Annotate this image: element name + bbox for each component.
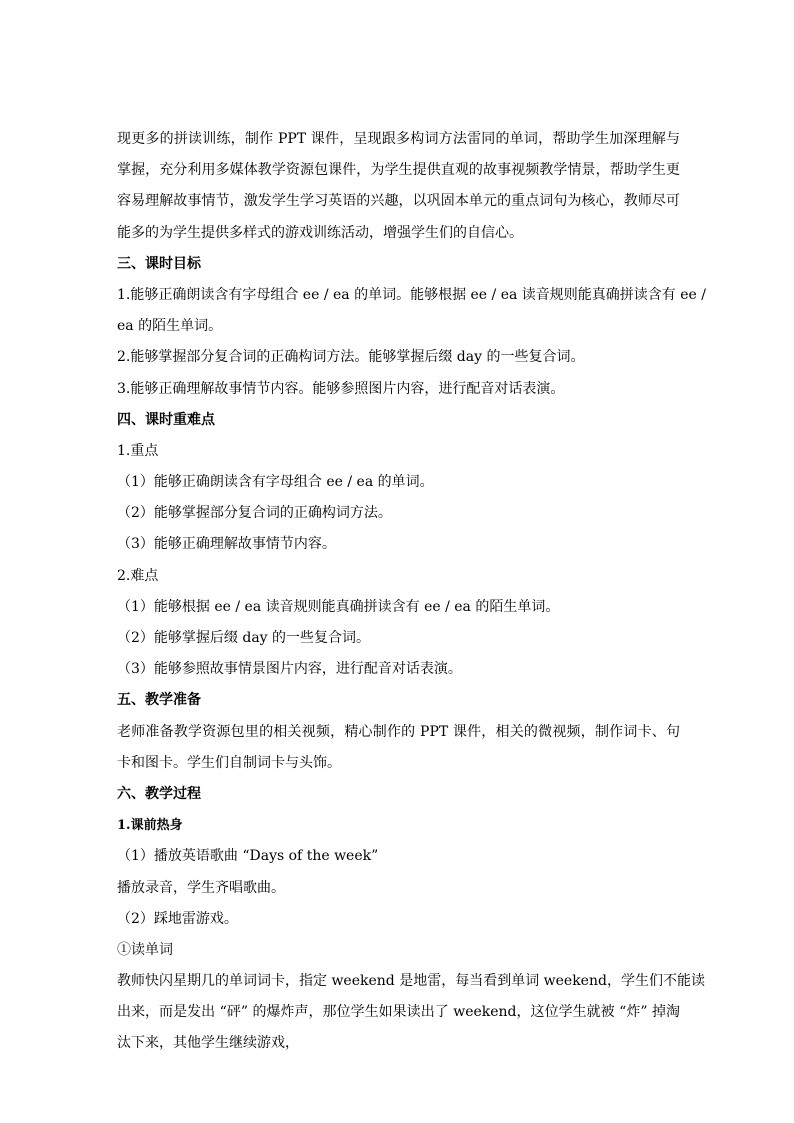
paragraph-line: ea 的陌生单词。 xyxy=(117,318,223,335)
paragraph-line: 老师准备教学资源包里的相关视频，精心制作的 PPT 课件，相关的微视频，制作词卡、句 xyxy=(117,723,680,740)
paragraph-line: 能多的为学生提供多样式的游戏训练活动，增强学生们的自信心。 xyxy=(117,224,523,241)
paragraph-line: 卡和图卡。学生们自制词卡与头饰。 xyxy=(117,754,341,771)
paragraph-line: 出来，而是发出 “砰” 的爆炸声，那位学生如果读出了 weekend，这位学生就被 “炸” 掉淘 xyxy=(117,1004,680,1021)
section-heading-key-points: 四、课时重难点 xyxy=(117,411,215,428)
paragraph-line: 容易理解故事情节，激发学生学习英语的兴趣，以巩固本单元的重点词句为核心，教师尽可 xyxy=(117,193,680,210)
paragraph-line: 播放录音，学生齐唱歌曲。 xyxy=(117,879,285,896)
list-item: （2）能够掌握后缀 day 的一些复合词。 xyxy=(117,630,371,646)
paragraph-line: 现更多的拼读训练，制作 PPT 课件，呈现跟多构词方法雷同的单词，帮助学生加深理解与 xyxy=(117,131,680,147)
subsection-heading-warmup: 1.课前热身 xyxy=(117,818,183,834)
list-label: 1.重点 xyxy=(117,442,159,459)
section-heading-objectives: 三、课时目标 xyxy=(117,255,201,272)
list-label: 2.难点 xyxy=(117,567,159,584)
paragraph-line: 1.能够正确朗读含有字母组合 ee / ea 的单词。能够根据 ee / ea 读音规则能真确拼读含有 ee / xyxy=(117,286,706,303)
list-item: （2）能够掌握部分复合词的正确构词方法。 xyxy=(117,505,392,522)
document-body xyxy=(117,124,706,1060)
list-item: （2）踩地雷游戏。 xyxy=(117,910,238,927)
paragraph-line: 2.能够掌握部分复合词的正确构词方法。能够掌握后缀 day 的一些复合词。 xyxy=(117,349,585,366)
paragraph-line: 教师快闪星期几的单词词卡，指定 weekend 是地雷，每当看到单词 weekend，学生们不能读 xyxy=(117,973,705,990)
section-heading-process: 六、教学过程 xyxy=(117,785,201,802)
paragraph-line: 掌握，充分利用多媒体教学资源包课件，为学生提供直观的故事视频教学情景，帮助学生更 xyxy=(117,162,680,179)
list-item: ①读单词 xyxy=(117,941,173,958)
section-heading-preparation: 五、教学准备 xyxy=(117,692,201,709)
list-item: （1）能够正确朗读含有字母组合 ee / ea 的单词。 xyxy=(117,474,434,491)
paragraph-line: 汰下来，其他学生继续游戏， xyxy=(117,1035,299,1052)
list-item: （3）能够正确理解故事情节内容。 xyxy=(117,536,336,553)
list-item: （1）能够根据 ee / ea 读音规则能真确拼读含有 ee / ea 的陌生单词。 xyxy=(117,598,560,615)
paragraph-line: 3.能够正确理解故事情节内容。能够参照图片内容，进行配音对话表演。 xyxy=(117,380,565,397)
list-item: （3）能够参照故事情景图片内容，进行配音对话表演。 xyxy=(117,661,462,678)
list-item: （1）播放英语歌曲 “Days of the week” xyxy=(117,848,379,865)
